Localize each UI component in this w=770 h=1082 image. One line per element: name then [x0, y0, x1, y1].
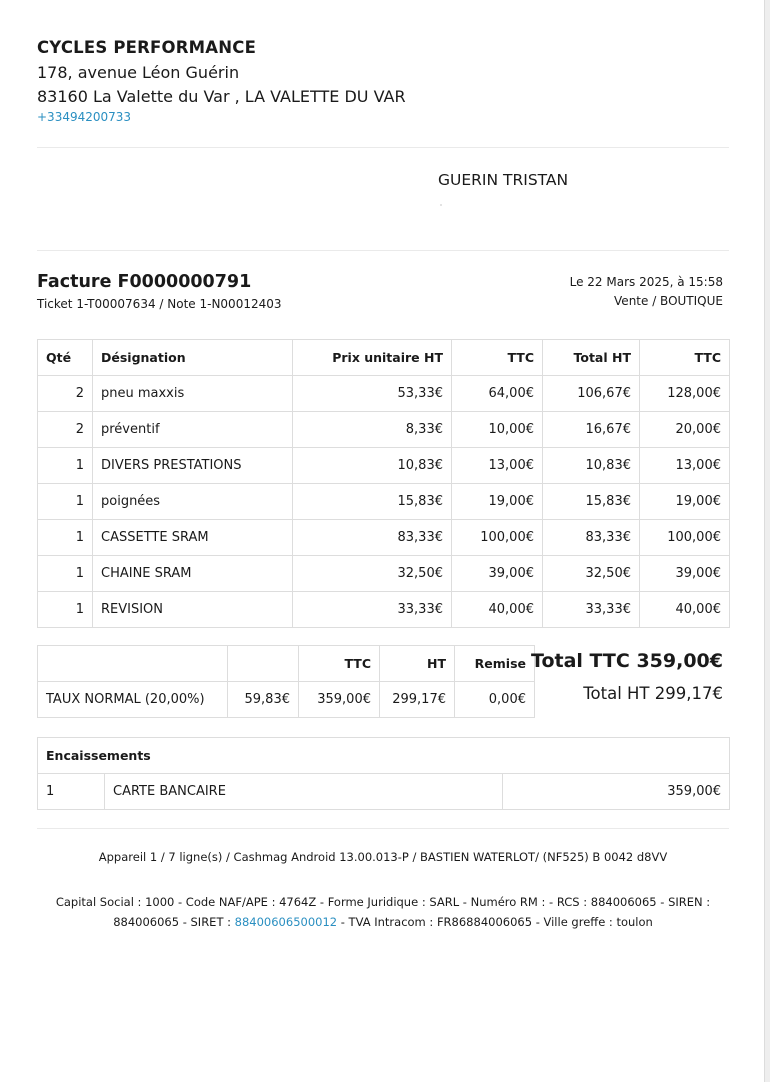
unit-ttc: 10,00€ — [452, 412, 543, 448]
unit-ttc: 40,00€ — [452, 592, 543, 628]
total-ht: 16,67€ — [543, 412, 640, 448]
designation: préventif — [93, 412, 293, 448]
designation: DIVERS PRESTATIONS — [93, 448, 293, 484]
legal-text-end: - TVA Intracom : FR86884006065 - Ville greffe : toulon — [337, 915, 653, 929]
unit-price-ht: 8,33€ — [293, 412, 452, 448]
table-header-row — [38, 646, 535, 682]
unit-ttc: 39,00€ — [452, 556, 543, 592]
shop-address-line2: 83160 La Valette du Var , LA VALETTE DU VAR — [37, 87, 406, 106]
unit-price-ht: 15,83€ — [293, 484, 452, 520]
unit-price-ht: 32,50€ — [293, 556, 452, 592]
payment-method: CARTE BANCAIRE — [105, 774, 503, 810]
table-row — [38, 484, 730, 520]
invoice-sale-type: Vente / BOUTIQUE — [614, 294, 723, 308]
qty: 1 — [38, 484, 93, 520]
designation: pneu maxxis — [93, 376, 293, 412]
vat-rate: TAUX NORMAL (20,00%) — [38, 682, 228, 718]
table-row — [38, 520, 730, 556]
total-ht: 33,33€ — [543, 592, 640, 628]
qty: 1 — [38, 592, 93, 628]
qty: 1 — [38, 448, 93, 484]
total-ttc: 19,00€ — [640, 484, 730, 520]
total-ttc: Total TTC 359,00€ — [531, 650, 723, 672]
total-ttc: 40,00€ — [640, 592, 730, 628]
legal-info — [55, 892, 711, 932]
table-row — [38, 448, 730, 484]
col-header-unit-ttc: TTC — [452, 340, 543, 376]
table-row — [38, 592, 730, 628]
designation: CHAINE SRAM — [93, 556, 293, 592]
table-row — [38, 412, 730, 448]
table-row — [38, 774, 730, 810]
payments-table — [37, 737, 730, 810]
qty: 1 — [38, 520, 93, 556]
designation: CASSETTE SRAM — [93, 520, 293, 556]
invoice-title: Facture F0000000791 — [37, 272, 252, 292]
qty: 1 — [38, 556, 93, 592]
vat-amount: 59,83€ — [228, 682, 299, 718]
table-row — [38, 682, 535, 718]
invoice-ticket-ref: Ticket 1-T00007634 / Note 1-N00012403 — [37, 297, 282, 311]
designation: REVISION — [93, 592, 293, 628]
table-header-row — [38, 340, 730, 376]
qty: 2 — [38, 376, 93, 412]
unit-price-ht: 83,33€ — [293, 520, 452, 556]
total-ttc: 20,00€ — [640, 412, 730, 448]
vat-ttc: 359,00€ — [299, 682, 380, 718]
unit-ttc: 100,00€ — [452, 520, 543, 556]
total-ht: 15,83€ — [543, 484, 640, 520]
customer-name: GUERIN TRISTAN — [438, 171, 569, 189]
designation: poignées — [93, 484, 293, 520]
total-ht: 32,50€ — [543, 556, 640, 592]
col-header-qty: Qté — [38, 340, 93, 376]
total-ht: 83,33€ — [543, 520, 640, 556]
customer-placeholder-dot — [440, 204, 442, 206]
payments-title: Encaissements — [38, 738, 730, 774]
vat-col-header-discount: Remise — [455, 646, 535, 682]
col-header-unit-price-ht: Prix unitaire HT — [293, 340, 452, 376]
vat-col-header-ht: HT — [380, 646, 455, 682]
shop-phone-link[interactable]: +33494200733 — [37, 110, 132, 124]
total-ttc: 128,00€ — [640, 376, 730, 412]
unit-price-ht: 10,83€ — [293, 448, 452, 484]
divider — [37, 828, 729, 829]
unit-price-ht: 53,33€ — [293, 376, 452, 412]
shop-name: CYCLES PERFORMANCE — [37, 38, 257, 57]
shop-address-line1: 178, avenue Léon Guérin — [37, 63, 240, 82]
payment-amount: 359,00€ — [503, 774, 730, 810]
total-ttc: 100,00€ — [640, 520, 730, 556]
total-ht: 106,67€ — [543, 376, 640, 412]
total-ht: 10,83€ — [543, 448, 640, 484]
vat-ht: 299,17€ — [380, 682, 455, 718]
device-info: Appareil 1 / 7 ligne(s) / Cashmag Android 13.00.013-P / BASTIEN WATERLOT/ (NF525) B 0042 d8VV — [98, 850, 668, 864]
vat-discount: 0,00€ — [455, 682, 535, 718]
vat-col-header-amount — [228, 646, 299, 682]
vat-summary-table — [37, 645, 535, 718]
col-header-designation: Désignation — [93, 340, 293, 376]
vat-col-header-rate — [38, 646, 228, 682]
payments-header-row — [38, 738, 730, 774]
col-header-total-ttc: TTC — [640, 340, 730, 376]
unit-ttc: 64,00€ — [452, 376, 543, 412]
vat-col-header-ttc: TTC — [299, 646, 380, 682]
legal-text-start: Capital Social : 1000 - Code NAF/APE : 4764Z - Forme Juridique : SARL - Numéro RM : - RCS : 884006065 - SIREN : 884006065 - SIRET : — [55, 895, 711, 929]
unit-ttc: 19,00€ — [452, 484, 543, 520]
unit-ttc: 13,00€ — [452, 448, 543, 484]
unit-price-ht: 33,33€ — [293, 592, 452, 628]
divider — [37, 250, 729, 251]
invoice-date: Le 22 Mars 2025, à 15:58 — [569, 275, 723, 289]
total-ttc: 13,00€ — [640, 448, 730, 484]
total-ttc: 39,00€ — [640, 556, 730, 592]
siret-link[interactable]: 88400606500012 — [234, 915, 338, 929]
table-row — [38, 376, 730, 412]
line-items-table — [37, 339, 730, 628]
col-header-total-ht: Total HT — [543, 340, 640, 376]
divider — [37, 147, 729, 148]
qty: 2 — [38, 412, 93, 448]
table-row — [38, 556, 730, 592]
payment-index: 1 — [38, 774, 105, 810]
total-ht: Total HT 299,17€ — [583, 684, 723, 703]
